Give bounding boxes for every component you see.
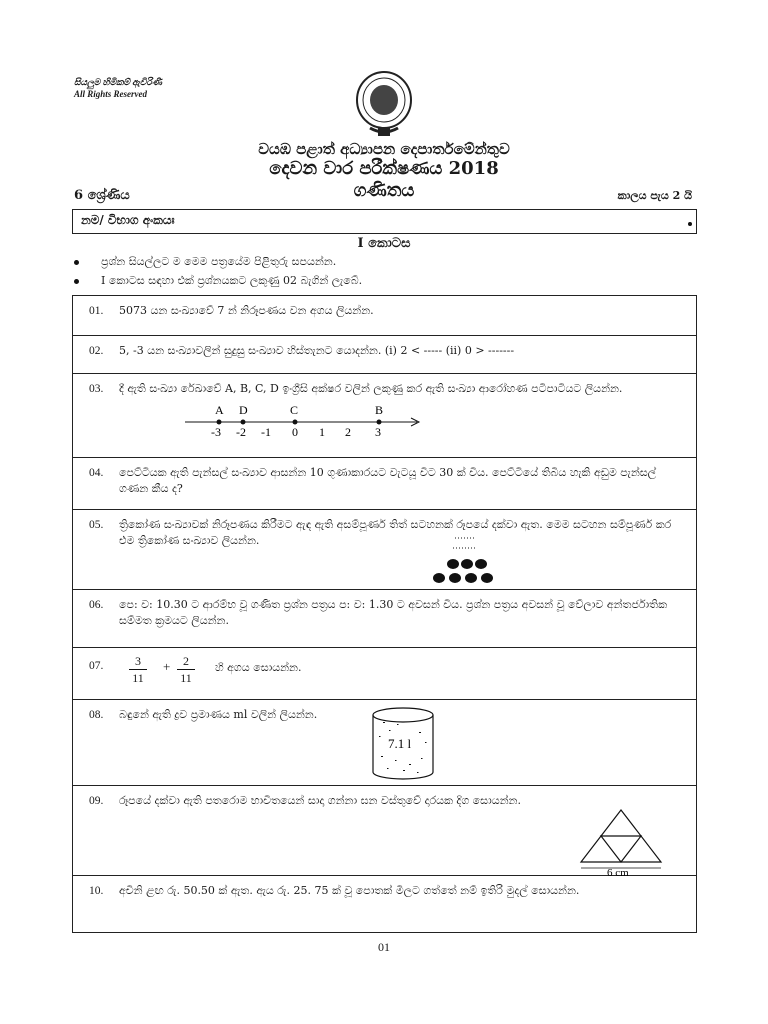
cylinder-container-icon — [369, 706, 437, 782]
section-title: I කොටස — [357, 236, 411, 251]
fraction-3-11: $\frac{3}{11}$ — [129, 653, 147, 686]
instruction-item: ප්‍රශ්න සියල්ලට ම මෙම පත්‍රයේම පිළිතුරු සපයන්න. — [74, 255, 336, 269]
question-08: 08. බඳුනේ ඇති ද්‍රව ප්‍රමාණය ml වලින් ලියන්න. 7.1 l — [73, 700, 696, 786]
instruction-item: I කොටස සඳහා එක් ප්‍රශ්නයකට ලකුණු 02 බැගින් ලැබේ. — [74, 274, 362, 288]
triangle-dots-diagram — [425, 534, 509, 588]
tick-label: 2 — [345, 425, 351, 439]
duration-label: කාලය පැය 2 යි — [617, 189, 692, 202]
point-b — [377, 420, 382, 425]
question-05: 05. ත්‍රිකෝණ සංඛ්‍යාවක් නිරූපණය කිරීමට ඇඳ ඇති අසම්පූර්ණ තිත් සටහනක් රූපයේ දක්වා ඇත. මෙම සටහන සම්පූර්ණ කර එම ත්‍රිකෝණ සංඛ්‍යාව ලියන්න. — [73, 510, 696, 590]
label-b: B — [375, 403, 384, 417]
question-10: 10. අචිනි ළඟ රු. 50.50 ක් ඇත. ඇය රු. 25. 75 ක් වූ පොතක් මිලට ගත්තේ නම් ඉතිරි මුදල් සොයන්න. — [89, 884, 580, 897]
plus-sign: + — [163, 659, 171, 674]
subject-title: ගණිතය — [353, 180, 415, 201]
tetrahedron-net-diagram — [577, 806, 665, 876]
label-a: A — [215, 403, 224, 417]
rights-english: All Rights Reserved — [74, 89, 148, 99]
copyright-notice — [74, 76, 162, 100]
point-d — [241, 420, 246, 425]
grade-label: 6 ශ්‍රේණිය — [74, 188, 130, 203]
question-04: 04. පෙට්ටියක ඇති පැන්සල් සංඛ්‍යාව ආසන්න 10 ගුණාකාරයට වැටයූ විට 30 ක් විය. පෙට්ටියේ තිබිය හැකි අඩුම පැන්සල් ගණන කීය ද? — [73, 458, 696, 510]
label-c: C — [290, 403, 299, 417]
bullet-icon — [74, 279, 79, 284]
dot-mark — [688, 222, 692, 226]
name-index-field[interactable] — [72, 209, 697, 234]
name-field-label: නම/ විභාග අංකයඃ — [81, 213, 175, 227]
label-d: D — [239, 403, 248, 417]
provincial-emblem-icon — [352, 70, 416, 138]
point-c — [293, 420, 298, 425]
question-07: 07. $\frac{3}{11}$ + $\frac{2}{11}$ හි අගය සොයන්න. — [73, 648, 696, 700]
exam-title: දෙවන වාර පරීක්ෂණය 2018 — [269, 158, 499, 179]
department-name: වයඹ පළාත් අධ්‍යාපන දෙපාර්තමේන්තුව — [258, 140, 510, 158]
bullet-icon — [74, 260, 79, 265]
question-01: 01. 5073 යන සංඛ්‍යාවේ 7 න් නිරූපණය වන අගය ලියන්න. — [73, 296, 696, 336]
tick-label: 1 — [319, 425, 325, 439]
point-a — [217, 420, 222, 425]
number-line-diagram — [183, 402, 423, 442]
question-06: 06. පෙ: ව: 10.30 ට ආරම්භ වූ ගණිත ප්‍රශ්න පත්‍රය ප: ව: 1.30 ට අවසන් විය. ප්‍රශ්න පත්‍රය අවසන් වූ වේලාව අන්තර්ජාතික සම්මත ක්‍රමයට ලියන්න. — [73, 590, 696, 648]
fraction-2-11: $\frac{2}{11}$ — [177, 653, 195, 686]
questions-box — [72, 295, 697, 933]
tick-label: -3 — [211, 425, 221, 439]
question-02: 02. 5, -3 යන සංඛ්‍යාවලින් සුදුසු සංඛ්‍යාව හිස්තැනට යොදන්න. (i) 2 < ----- (ii) 0 > ------- — [73, 336, 696, 374]
question-09: 09. රූපයේ දක්වා ඇති පතරොම භාවිතයෙන් සාදා ගන්නා ඝන වස්තුවේ දාරයක දිග සොයන්න. 6 cm — [73, 786, 696, 876]
tick-label: 0 — [292, 425, 298, 439]
side-length-label: 6 cm — [607, 867, 629, 876]
rights-sinhala: සියලුම හිමිකම් ඇවිරිණි — [74, 77, 162, 87]
volume-label: 7.1 l — [388, 736, 412, 751]
page-number: 01 — [378, 940, 390, 954]
tick-label: -1 — [261, 425, 271, 439]
tick-label: -2 — [236, 425, 246, 439]
question-03: 03. දී ඇති සංඛ්‍යා රේඛාවේ A, B, C, D ඉංග්‍රීසි අක්ෂර වලින් ලකුණු කර ඇති සංඛ්‍යා ආරෝහණ පටිපාටියට ලියන්න. A D C B -3 -2 -1 0 1 2 3 — [73, 374, 696, 458]
tick-label: 3 — [375, 425, 381, 439]
